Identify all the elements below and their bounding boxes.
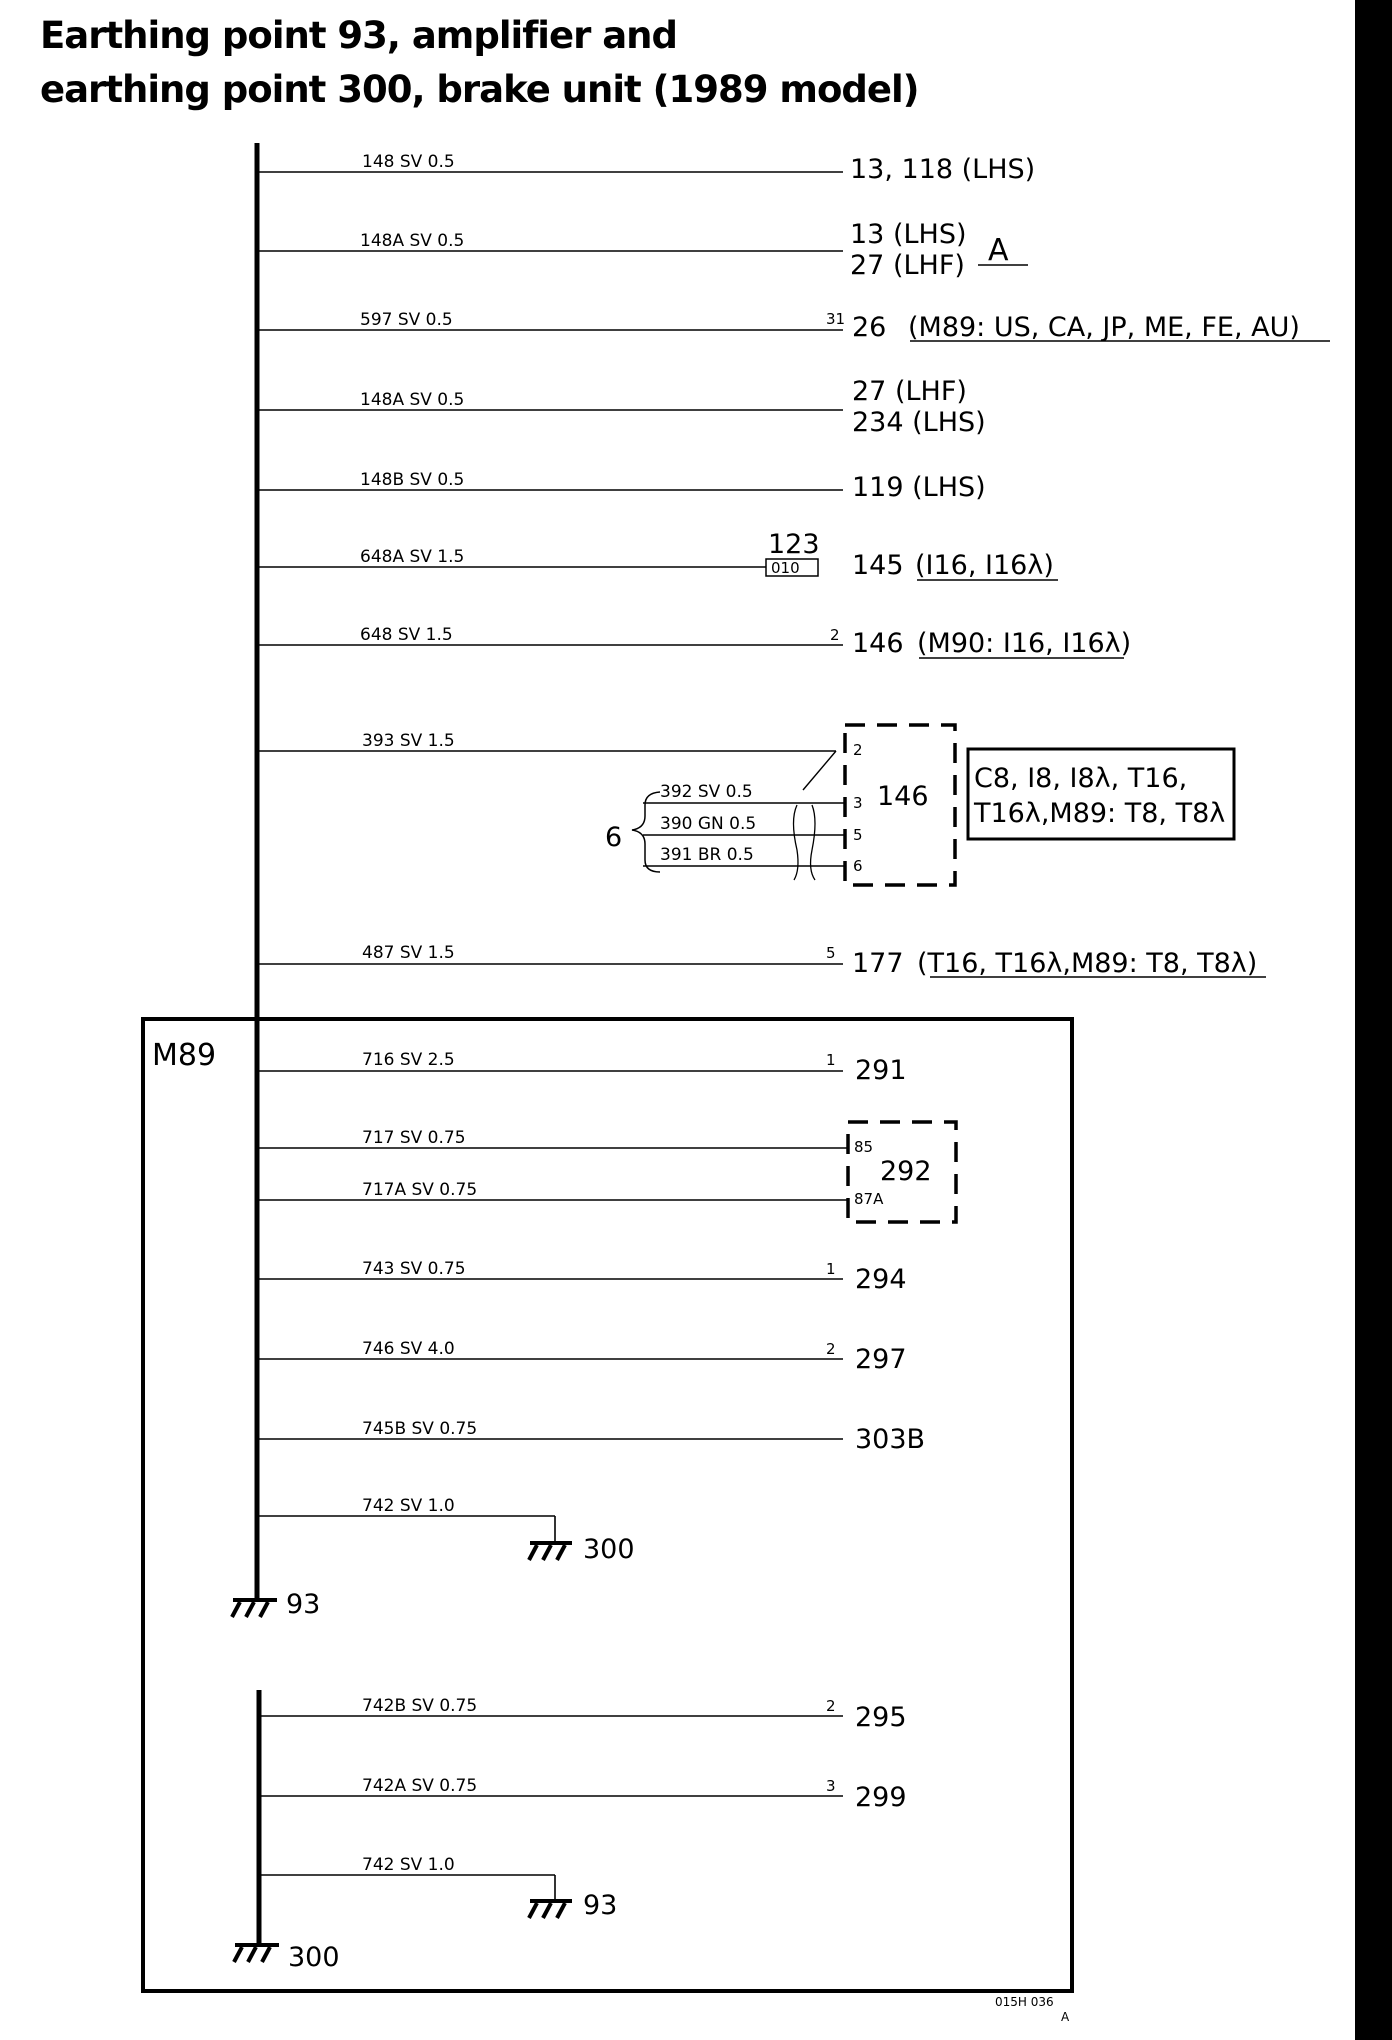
shield-curve-left [794,805,799,880]
wire-destination: 13, 118 (LHS) [850,154,1036,185]
wire-destination: 294 [855,1264,907,1295]
wire-variants: (I16, I16λ) [915,550,1054,581]
wire-destination: 119 (LHS) [852,472,986,503]
wire-row-717a [257,1180,848,1200]
earth-symbol-icon [529,1901,572,1918]
wire-label: 148A SV 0.5 [360,390,465,410]
wire-row-148b [257,470,986,503]
page-title-line-1: Earthing point 93, amplifier and [40,14,677,57]
component-292-pin-87a: 87A [854,1190,884,1208]
wire-destination: 297 [855,1344,907,1375]
wire-pin: 2 [830,626,840,644]
wire-row-717 [257,1128,848,1148]
wire-pin: 2 [826,1697,836,1715]
variants-box-146 [968,749,1234,839]
wire-label: 742A SV 0.75 [362,1776,478,1796]
component-292-label: 292 [880,1156,932,1187]
figure-reference-code: 015H 036 [995,1995,1054,2009]
wire-row-648 [257,625,1131,659]
earth-point-label: 93 [583,1890,618,1921]
wire-label: 717 SV 0.75 [362,1128,466,1148]
wire-label: 742B SV 0.75 [362,1696,478,1716]
wire-label: 648A SV 1.5 [360,547,465,567]
component-146-pin-3: 3 [853,794,863,812]
wire-row-648a [257,529,1058,581]
wire-label: 393 SV 1.5 [362,731,455,751]
variants-box-line-1: C8, I8, I8λ, T16, [974,763,1188,794]
wire-row-742b [259,1696,907,1733]
component-146-pin-5: 5 [853,826,863,844]
wire-destination: 145 [852,550,904,581]
wire-pin: 31 [826,310,846,328]
wire-label: 716 SV 2.5 [362,1050,455,1070]
connector-123-label: 123 [768,529,820,560]
wire-destination: 303B [855,1424,926,1455]
cable-group-number: 6 [605,822,623,853]
m89-box [143,1019,1072,1991]
m89-box-frame [143,1019,1072,1991]
component-146-pin-6: 6 [853,857,863,875]
component-146 [845,725,955,885]
wire-row-487 [257,943,1266,979]
wire-destination: 27 (LHF) [852,376,967,407]
wire-destination: 177 [852,948,904,979]
earth-point-label: 93 [286,1589,321,1620]
earth-300 [234,1942,340,1973]
wire-pin: 2 [826,1340,836,1358]
wire-pin: 1 [826,1051,836,1069]
cable-wire-label: 391 BR 0.5 [660,845,754,865]
wire-bend [803,751,836,790]
wire-destination-secondary: 234 (LHS) [852,407,986,438]
wire-variants: (T16, T16λ,M89: T8, T8λ) [917,948,1258,979]
wire-pin: 1 [826,1260,836,1278]
wire-row-743 [257,1259,907,1295]
wire-label: 742 SV 1.0 [362,1855,455,1875]
wire-destination: 295 [855,1702,907,1733]
wire-pin: 3 [826,1777,836,1795]
wire-label: 717A SV 0.75 [362,1180,478,1200]
wire-label: 597 SV 0.5 [360,310,453,330]
component-292-pin-85: 85 [854,1138,874,1156]
shield-curve-right [811,805,815,880]
wire-row-148a-lower [257,376,986,438]
wire-variants: (M90: I16, I16λ) [917,628,1132,659]
page-title-line-2: earthing point 300, brake unit (1989 model) [40,68,919,111]
cable-group-brace [632,792,660,872]
wire-pin: 5 [826,944,836,962]
earth-point-label: 300 [288,1942,340,1973]
wire-destination: 13 (LHS) [850,219,967,250]
wire-variants: (M89: US, CA, JP, ME, FE, AU) [908,312,1300,343]
component-292 [848,1122,956,1222]
earth-93 [232,1589,320,1620]
wire-destination-secondary: 27 (LHF) [850,250,965,281]
m89-box-label: M89 [152,1038,217,1073]
wire-row-742-to-300 [257,1496,635,1565]
wire-row-745b [257,1419,925,1455]
figure-reference-suffix: A [1061,2010,1070,2024]
earth-symbol-icon [234,1945,279,1962]
wire-label: 148 SV 0.5 [362,152,455,172]
wire-row-746 [257,1339,907,1375]
cable-wire-label: 390 GN 0.5 [660,814,757,834]
wire-destination: 26 [852,312,887,343]
cable-group-6 [605,782,845,880]
wire-label: 745B SV 0.75 [362,1419,478,1439]
wire-row-716 [257,1050,907,1086]
wire-row-742-to-93 [259,1855,617,1921]
wire-label: 148A SV 0.5 [360,231,465,251]
wire-destination: 299 [855,1782,907,1813]
wire-row-148a-upper [257,219,1028,281]
earth-symbol-icon [529,1543,572,1560]
component-146-label: 146 [877,781,929,812]
wire-label: 487 SV 1.5 [362,943,455,963]
wire-label: 648 SV 1.5 [360,625,453,645]
connector-123-pins: 010 [771,559,800,577]
wire-label: 148B SV 0.5 [360,470,465,490]
wire-row-597 [257,310,1330,343]
cable-wire-label: 392 SV 0.5 [660,782,753,802]
earth-symbol-icon [232,1600,277,1617]
variants-box-line-2: T16λ,M89: T8, T8λ [974,798,1226,829]
earth-point-label: 300 [583,1534,635,1565]
wire-label: 746 SV 4.0 [362,1339,455,1359]
wire-row-148 [257,152,1035,185]
wire-destination: 291 [855,1055,907,1086]
wire-destination: 146 [852,628,904,659]
wire-row-742a [259,1776,907,1813]
reference-marker: A [988,233,1009,268]
wire-label: 742 SV 1.0 [362,1496,455,1516]
wire-label: 743 SV 0.75 [362,1259,466,1279]
component-146-pin-2: 2 [853,741,863,759]
